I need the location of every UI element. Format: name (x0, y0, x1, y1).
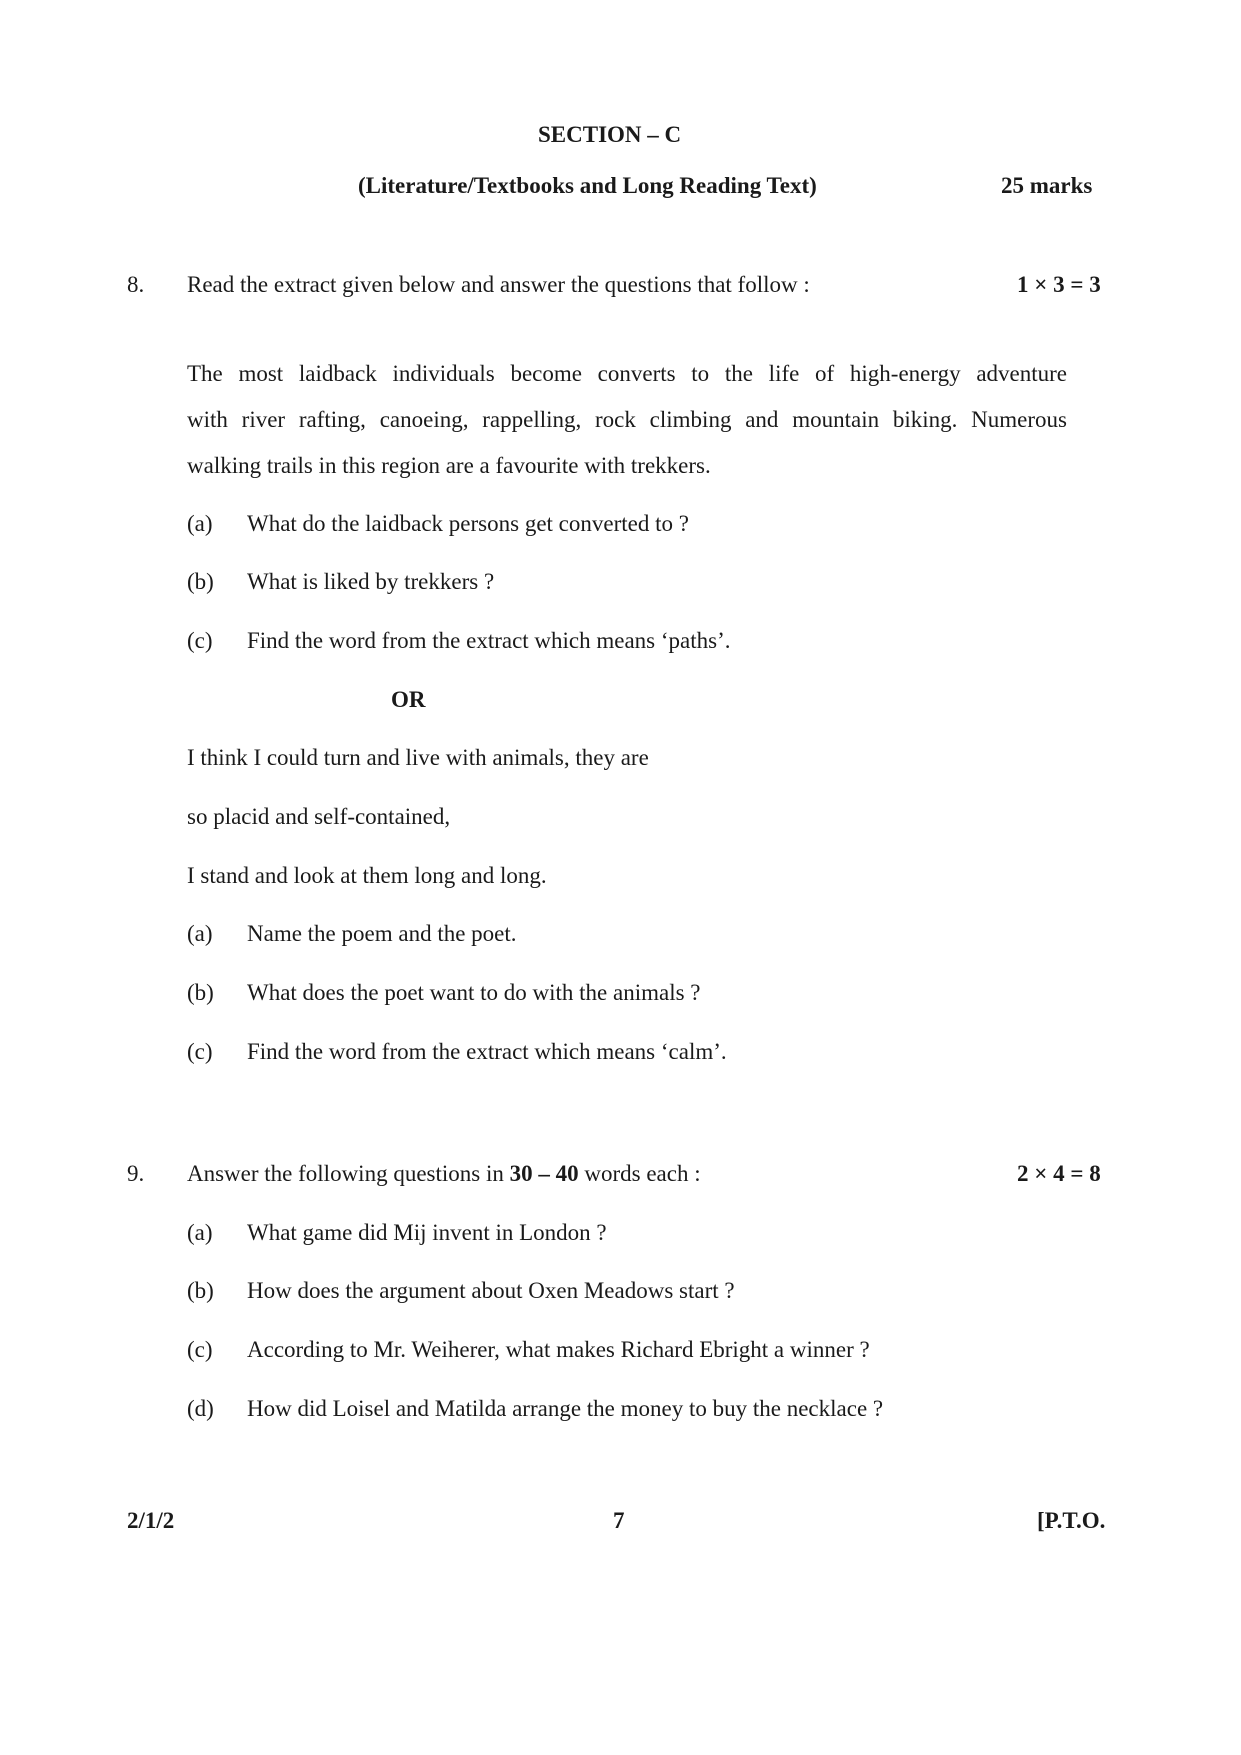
poem-line: I stand and look at them long and long. (187, 863, 547, 888)
q9-instruction-start: Answer the following questions in (187, 1161, 510, 1186)
paper-code: 2/1/2 (127, 1508, 175, 1533)
poem-line: I think I could turn and live with animals, they are (187, 745, 649, 770)
q8-alt-a-text: Name the poem and the poet. (247, 921, 517, 946)
poem-line: so placid and self-contained, (187, 804, 451, 829)
q8-alt-c-label: (c) (187, 1039, 213, 1064)
q9d-text: How did Loisel and Matilda arrange the money to buy the necklace ? (247, 1396, 884, 1421)
q8-alt-a-label: (a) (187, 921, 213, 946)
section-marks: 25 marks (1001, 173, 1093, 198)
q8-extract-line: walking trails in this region are a favourite with trekkers. (187, 453, 711, 478)
q8-alt-b-text: What does the poet want to do with the animals ? (247, 980, 701, 1005)
section-subtitle: (Literature/Textbooks and Long Reading Text) (358, 173, 817, 198)
q9-instruction (187, 1161, 701, 1187)
q9-marks: 2 × 4 = 8 (1017, 1161, 1101, 1186)
pto-note: [P.T.O. (1037, 1508, 1106, 1533)
q9-word-range: 30 – 40 (509, 1161, 579, 1186)
q8-alt-c-text: Find the word from the extract which means ‘calm’. (247, 1039, 727, 1064)
q8a-text: What do the laidback persons get converted to ? (247, 511, 689, 536)
q8-number: 8. (127, 272, 145, 297)
q9c-label: (c) (187, 1337, 213, 1362)
q8-extract-line: The most laidback individuals become converts to the life of high-energy adventure (187, 361, 1067, 386)
q8-alt-b-label: (b) (187, 980, 214, 1005)
q8-instruction: Read the extract given below and answer the questions that follow : (187, 272, 810, 297)
page-number: 7 (613, 1508, 625, 1533)
q9-number: 9. (127, 1161, 145, 1186)
section-title: SECTION – C (538, 122, 682, 147)
q8c-text: Find the word from the extract which means ‘paths’. (247, 628, 731, 653)
q9b-text: How does the argument about Oxen Meadows start ? (247, 1278, 735, 1303)
q9c-text: According to Mr. Weiherer, what makes Richard Ebright a winner ? (247, 1337, 870, 1362)
q9-instruction-end: words each : (578, 1161, 701, 1186)
q8-marks: 1 × 3 = 3 (1017, 272, 1101, 297)
q8b-text: What is liked by trekkers ? (247, 569, 495, 594)
q9b-label: (b) (187, 1278, 214, 1303)
q8-extract (187, 351, 1067, 489)
q8a-label: (a) (187, 511, 213, 536)
or-divider: OR (391, 687, 426, 712)
q8c-label: (c) (187, 628, 213, 653)
q8-extract-line: with river rafting, canoeing, rappelling, rock climbing and mountain biking. Numerous (187, 407, 1067, 432)
q9a-text: What game did Mij invent in London ? (247, 1220, 607, 1245)
q9a-label: (a) (187, 1220, 213, 1245)
q8b-label: (b) (187, 569, 214, 594)
q9d-label: (d) (187, 1396, 214, 1421)
